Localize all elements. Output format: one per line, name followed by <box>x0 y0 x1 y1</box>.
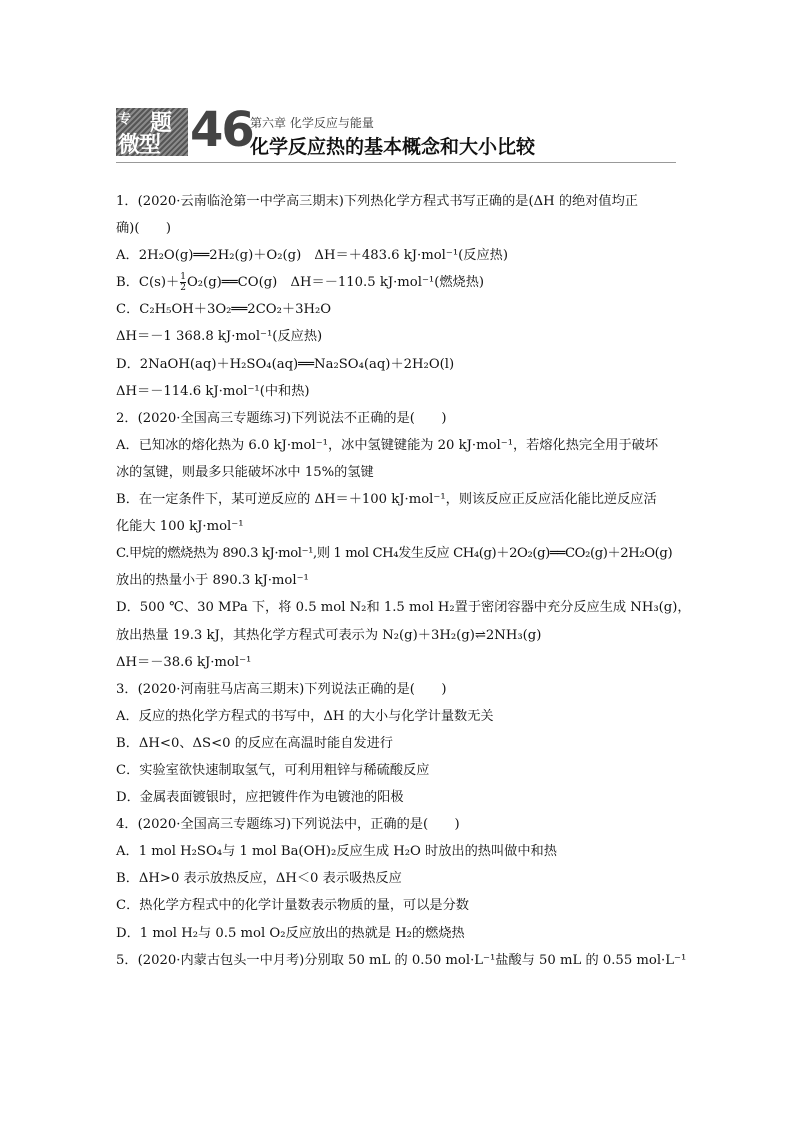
q1-option-a: A．2H₂O(g)══2H₂(g)＋O₂(g) ΔH＝＋483.6 kJ·mol⁻¹(反应热) <box>116 248 508 264</box>
q2-option-c-line1: C.甲烷的燃烧热为 890.3 kJ·mol⁻¹,则 1 mol CH₄发生反应 CH₄(g)＋2O₂(g)══CO₂(g)＋2H₂O(g) <box>116 546 673 562</box>
q4-option-c: C．热化学方程式中的化学计量数表示物质的量，可以是分数 <box>116 898 469 914</box>
q4-option-d: D．1 mol H₂与 0.5 mol O₂反应放出的热就是 H₂的燃烧热 <box>116 925 465 941</box>
q1-option-d-enthalpy: ΔH＝－114.6 kJ·mol⁻¹(中和热) <box>116 383 310 399</box>
q1-option-c: C．C₂H₅OH＋3O₂══2CO₂＋3H₂O <box>116 302 332 318</box>
q5-stem: 5．(2020·内蒙古包头一中月考)分别取 50 mL 的 0.50 mol·L⁻¹盐酸与 50 mL 的 0.55 mol·L⁻¹ <box>116 952 687 968</box>
badge-label-zhuan: 专 <box>118 112 132 127</box>
q1-option-b-post: O₂(g)══CO(g) ΔH＝－110.5 kJ·mol⁻¹(燃烧热) <box>186 275 485 291</box>
q4-stem: 4．(2020·全国高三专题练习)下列说法中，正确的是( ) <box>116 817 460 833</box>
q2-option-d-line2: 放出热量 19.3 kJ，其热化学方程式可表示为 N₂(g)＋3H₂(g)⇌2NH₃(g) <box>116 627 542 643</box>
q1-option-b-pre: B．C(s)＋ <box>116 275 180 291</box>
page-title: 化学反应热的基本概念和大小比较 <box>250 136 536 158</box>
q3-option-b: B．ΔH<0、ΔS<0 的反应在高温时能自发进行 <box>116 735 393 751</box>
q1-option-b <box>116 269 681 296</box>
q4-option-a: A．1 mol H₂SO₄与 1 mol Ba(OH)₂反应生成 H₂O 时放出的热叫做中和热 <box>116 844 557 860</box>
q4-option-b: B．ΔH>0 表示放热反应，ΔH＜0 表示吸热反应 <box>116 871 402 887</box>
q2-option-c-line2: 放出的热量小于 890.3 kJ·mol⁻¹ <box>116 573 309 589</box>
q2-option-d-line1: D．500 ℃、30 MPa 下，将 0.5 mol N₂和 1.5 mol H₂置于密闭容器中充分反应生成 NH₃(g)， <box>116 600 691 616</box>
q3-option-c: C．实验室欲快速制取氢气，可利用粗锌与稀硫酸反应 <box>116 762 430 778</box>
q1-option-c-enthalpy: ΔH＝－1 368.8 kJ·mol⁻¹(反应热) <box>116 329 323 345</box>
q3-option-d: D．金属表面镀银时，应把镀件作为电镀池的阳极 <box>116 790 404 806</box>
badge-label-weixing: 微型 <box>118 133 161 158</box>
badge-label-ti: 题 <box>150 111 173 136</box>
chapter-label: 第六章 化学反应与能量 <box>250 116 374 130</box>
q3-stem: 3．(2020·河南驻马店高三期末)下列说法正确的是( ) <box>116 681 447 697</box>
q2-stem: 2．(2020·全国高三专题练习)下列说法不正确的是( ) <box>116 410 447 426</box>
q2-option-b-line1: B．在一定条件下，某可逆反应的 ΔH＝＋100 kJ·mol⁻¹，则该反应正反应活化能比逆反应活 <box>116 492 657 508</box>
topic-number: 46 <box>190 102 253 158</box>
q2-option-a-line1: A．已知冰的熔化热为 6.0 kJ·mol⁻¹，冰中氢键键能为 20 kJ·mol⁻¹，若熔化热完全用于破坏 <box>116 437 659 453</box>
topic-badge <box>116 102 253 158</box>
q2-option-a-line2: 冰的氢键，则最多只能破坏冰中 15%的氢键 <box>116 464 374 480</box>
q1-stem-line1: 1．(2020·云南临沧第一中学高三期末)下列热化学方程式书写正确的是(ΔH 的绝对值均正 <box>116 194 638 209</box>
q1-option-d: D．2NaOH(aq)＋H₂SO₄(aq)══Na₂SO₄(aq)＋2H₂O(l) <box>116 356 455 372</box>
fraction-numerator: 1 <box>180 272 186 283</box>
fraction-denominator: 2 <box>180 283 186 294</box>
q1-stem-line2: 确)( ) <box>116 221 171 237</box>
header-divider <box>116 162 676 163</box>
header-banner <box>116 100 676 164</box>
q3-option-a: A．反应的热化学方程式的书写中，ΔH 的大小与化学计量数无关 <box>116 708 494 724</box>
question-list <box>116 188 691 974</box>
q2-option-b-line2: 化能大 100 kJ·mol⁻¹ <box>116 519 244 535</box>
fraction-half <box>180 272 186 293</box>
q2-option-d-line3: ΔH＝－38.6 kJ·mol⁻¹ <box>116 654 252 670</box>
